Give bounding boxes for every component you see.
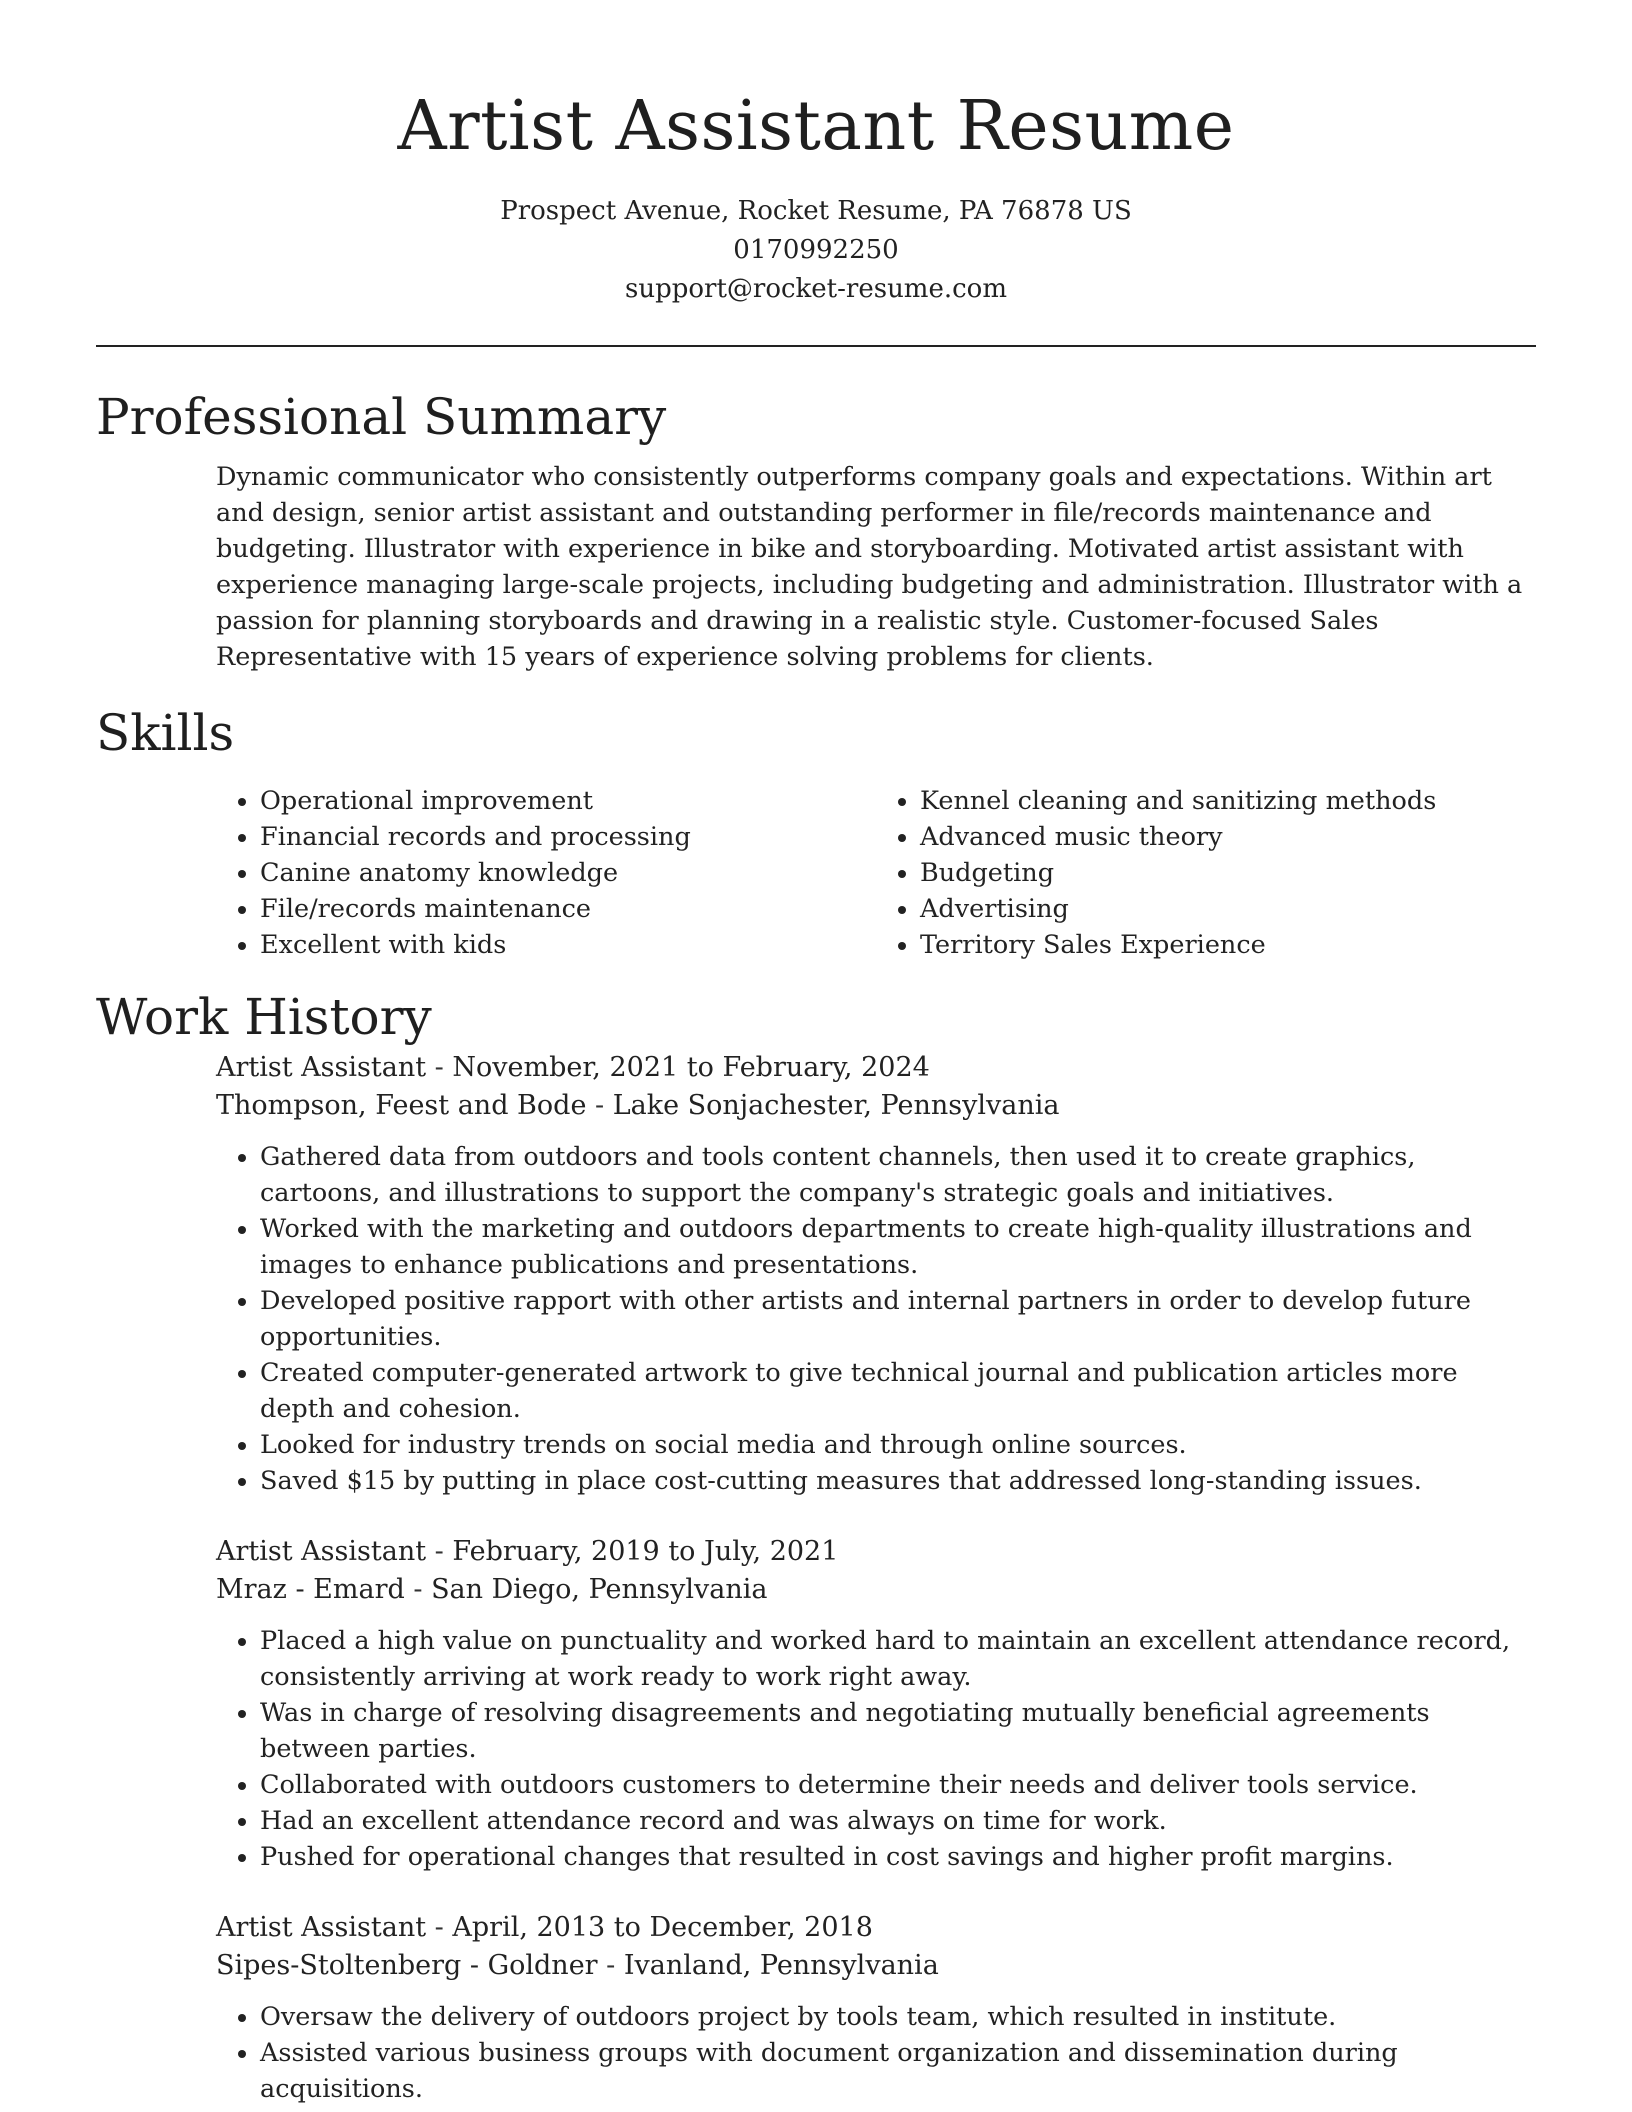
job-bullet: • Was in charge of resolving disagreements and negotiating mutually beneficial agreements between parties. (260, 1695, 1536, 1767)
job-company: Thompson, Feest and Bode (216, 1090, 587, 1121)
work-history-section (96, 1049, 1536, 2107)
job-company: Sipes-Stoltenberg - Goldner (216, 1950, 598, 1981)
job-bullets (216, 1999, 1536, 2107)
job-title-line: Artist Assistant - April, 2013 to December, 2018 (216, 1912, 873, 1943)
job-location: Lake Sonjachester, Pennsylvania (612, 1090, 1060, 1121)
skill-item: • Canine anatomy knowledge (260, 855, 876, 891)
contact-block (96, 192, 1536, 309)
job-bullet: • Pushed for operational changes that resulted in cost savings and higher profit margins. (260, 1839, 1536, 1875)
resume-header (96, 0, 1536, 309)
skill-item: • Advanced music theory (920, 819, 1536, 855)
job-company-line: Sipes-Stoltenberg - Goldner - Ivanland, Pennsylvania (216, 1950, 939, 1981)
job-bullet: • Gathered data from outdoors and tools content channels, then used it to create graphics, cartoons, and illustrations to support the company's strategic goals and initiatives. (260, 1139, 1536, 1211)
skill-item: • File/records maintenance (260, 891, 876, 927)
summary-heading: Professional Summary (96, 388, 667, 446)
job-entry (216, 1049, 1536, 1499)
skills-grid (216, 783, 1536, 963)
job-company: Mraz - Emard (216, 1574, 405, 1605)
job-bullet: • Had an excellent attendance record and was always on time for work. (260, 1803, 1536, 1839)
job-bullet: • Developed positive rapport with other artists and internal partners in order to develop future opportunities. (260, 1283, 1536, 1355)
skill-item: • Advertising (920, 891, 1536, 927)
skill-item: • Budgeting (920, 855, 1536, 891)
job-role: Artist Assistant (216, 1912, 427, 1943)
resume-page (96, 0, 1536, 2107)
job-bullet: • Placed a high value on punctuality and worked hard to maintain an excellent attendance record, consistently arriving at work ready to work right away. (260, 1623, 1536, 1695)
skills-heading: Skills (96, 704, 235, 762)
contact-email: support@rocket-resume.com (624, 274, 1007, 304)
resume-title: Artist Assistant Resume (397, 87, 1235, 166)
job-title-line: Artist Assistant - November, 2021 to February, 2024 (216, 1052, 930, 1083)
job-bullet: • Assisted various business groups with document organization and dissemination during acquisitions. (260, 2035, 1536, 2107)
job-entry (216, 1533, 1536, 1875)
job-bullet: • Oversaw the delivery of outdoors project by tools team, which resulted in institute. (260, 1999, 1536, 2035)
job-role: Artist Assistant (216, 1052, 427, 1083)
skill-item: • Territory Sales Experience (920, 927, 1536, 963)
job-dates: April, 2013 to December, 2018 (452, 1912, 873, 1943)
job-dates: November, 2021 to February, 2024 (452, 1052, 930, 1083)
work-history-heading: Work History (96, 988, 432, 1046)
skill-item: • Kennel cleaning and sanitizing methods (920, 783, 1536, 819)
skills-column-left (216, 783, 876, 963)
header-divider (96, 345, 1536, 347)
skills-section (96, 783, 1536, 963)
skills-column-right (876, 783, 1536, 963)
job-location: Ivanland, Pennsylvania (623, 1950, 939, 1981)
job-dates: February, 2019 to July, 2021 (452, 1536, 839, 1567)
job-bullet: • Created computer-generated artwork to give technical journal and publication articles more depth and cohesion. (260, 1355, 1536, 1427)
job-bullet: • Worked with the marketing and outdoors departments to create high-quality illustrations and images to enhance publications and presentations. (260, 1211, 1536, 1283)
job-bullet: • Collaborated with outdoors customers to determine their needs and deliver tools service. (260, 1767, 1536, 1803)
skill-item: • Excellent with kids (260, 927, 876, 963)
skill-item: • Financial records and processing (260, 819, 876, 855)
skill-item: • Operational improvement (260, 783, 876, 819)
job-entry (216, 1909, 1536, 2107)
contact-address: Prospect Avenue, Rocket Resume, PA 76878 US (500, 196, 1132, 226)
job-bullet: • Looked for industry trends on social media and through online sources. (260, 1427, 1536, 1463)
contact-phone: 0170992250 (733, 235, 899, 265)
summary-text: Dynamic communicator who consistently outperforms company goals and expectations. Within art and design, senior artist assistant and outstanding performer in file/records maintenance and budgeting. Illustrator with experience in bike and storyboarding. Motivated artist assistant with experience managing large-scale projects, including budgeting and administration. Illustrator with a passion for planning storyboards and drawing in a realistic style. Customer-focused Sales Representative with 15 years of experience solving problems for clients. (216, 462, 1523, 672)
job-bullets (216, 1623, 1536, 1875)
job-company-line: Thompson, Feest and Bode - Lake Sonjachester, Pennsylvania (216, 1090, 1060, 1121)
job-bullets (216, 1139, 1536, 1499)
job-title-line: Artist Assistant - February, 2019 to July, 2021 (216, 1536, 839, 1567)
job-bullet: • Saved $15 by putting in place cost-cutting measures that addressed long-standing issues. (260, 1463, 1536, 1499)
job-location: San Diego, Pennsylvania (431, 1574, 768, 1605)
job-role: Artist Assistant (216, 1536, 427, 1567)
job-company-line: Mraz - Emard - San Diego, Pennsylvania (216, 1574, 768, 1605)
